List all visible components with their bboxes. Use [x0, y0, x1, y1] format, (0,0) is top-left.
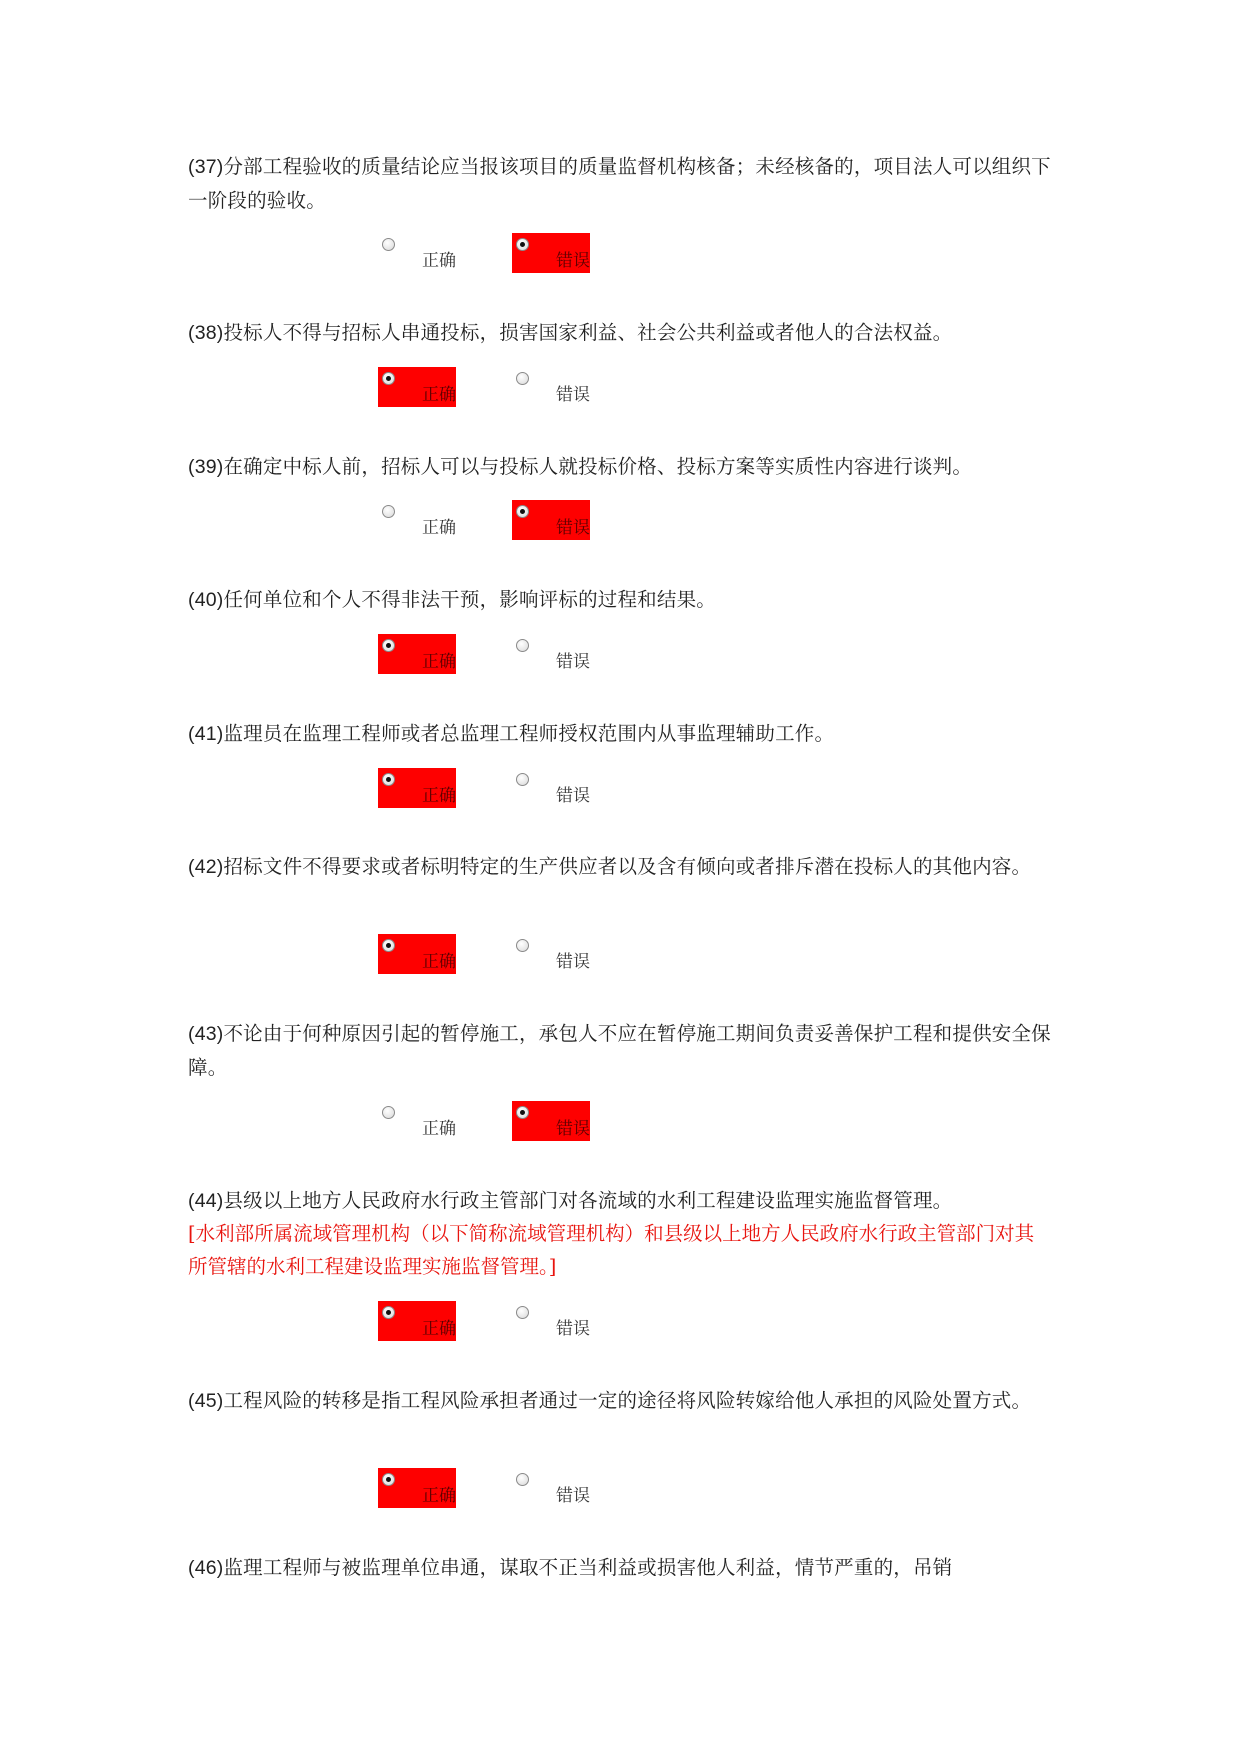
option-label: 错误: [556, 1486, 590, 1506]
question-number: (37): [188, 156, 224, 178]
question-number: (43): [188, 1023, 224, 1045]
radio-selected-icon[interactable]: [516, 238, 529, 251]
option-correct-37[interactable]: [378, 233, 456, 273]
option-label: 正确: [422, 518, 456, 538]
answer-options-44: [378, 1301, 778, 1341]
question-number: (44): [188, 1190, 224, 1212]
option-label: 错误: [556, 1319, 590, 1339]
option-wrong-41[interactable]: [512, 768, 590, 808]
option-label: 错误: [556, 952, 590, 972]
option-wrong-44[interactable]: [512, 1301, 590, 1341]
question-42: [188, 850, 1053, 884]
radio-selected-icon[interactable]: [382, 773, 395, 786]
answer-explanation-note: [水利部所属流域管理机构（以下简称流域管理机构）和县级以上地方人民政府水行政主管部门对其所管辖的水利工程建设监理实施监督管理。]: [188, 1222, 1035, 1278]
radio-icon[interactable]: [516, 639, 529, 652]
question-text: 分部工程验收的质量结论应当报该项目的质量监督机构核备；未经核备的，项目法人可以组织下一阶段的验收。: [188, 155, 1051, 212]
option-label: 错误: [556, 518, 590, 538]
option-correct-38[interactable]: [378, 367, 456, 407]
question-number: (42): [188, 856, 224, 878]
option-label: 错误: [556, 385, 590, 405]
option-label: 正确: [422, 786, 456, 806]
option-correct-43[interactable]: [378, 1101, 456, 1141]
option-wrong-43[interactable]: [512, 1101, 590, 1141]
answer-options-41: [378, 768, 778, 808]
question-number: (39): [188, 456, 224, 478]
radio-icon[interactable]: [516, 372, 529, 385]
question-41: [188, 717, 1053, 751]
question-text: 县级以上地方人民政府水行政主管部门对各流域的水利工程建设监理实施监督管理。: [223, 1189, 953, 1212]
answer-options-43: [378, 1101, 778, 1141]
radio-selected-icon[interactable]: [516, 505, 529, 518]
option-wrong-38[interactable]: [512, 367, 590, 407]
question-44: [188, 1184, 1053, 1218]
question-46: [188, 1551, 1053, 1585]
question-number: (46): [188, 1557, 224, 1579]
option-wrong-40[interactable]: [512, 634, 590, 674]
option-label: 错误: [556, 251, 590, 271]
option-label: 正确: [422, 652, 456, 672]
question-text: 监理员在监理工程师或者总监理工程师授权范围内从事监理辅助工作。: [223, 722, 835, 745]
option-wrong-37[interactable]: [512, 233, 590, 273]
radio-icon[interactable]: [516, 1473, 529, 1486]
radio-selected-icon[interactable]: [382, 639, 395, 652]
question-number: (38): [188, 322, 224, 344]
option-correct-44[interactable]: [378, 1301, 456, 1341]
option-wrong-39[interactable]: [512, 500, 590, 540]
question-number: (45): [188, 1390, 224, 1412]
radio-icon[interactable]: [516, 939, 529, 952]
question-text: 不论由于何种原因引起的暂停施工，承包人不应在暂停施工期间负责妥善保护工程和提供安全保障。: [188, 1022, 1051, 1079]
option-wrong-45[interactable]: [512, 1468, 590, 1508]
radio-icon[interactable]: [516, 773, 529, 786]
radio-icon[interactable]: [382, 238, 395, 251]
radio-icon[interactable]: [516, 1306, 529, 1319]
answer-options-39: [378, 500, 778, 540]
question-number: (41): [188, 723, 224, 745]
option-label: 正确: [422, 1119, 456, 1139]
radio-selected-icon[interactable]: [516, 1106, 529, 1119]
radio-icon[interactable]: [382, 505, 395, 518]
question-number: (40): [188, 589, 224, 611]
radio-selected-icon[interactable]: [382, 1306, 395, 1319]
option-correct-41[interactable]: [378, 768, 456, 808]
question-37: [188, 150, 1053, 217]
option-correct-45[interactable]: [378, 1468, 456, 1508]
answer-options-38: [378, 367, 778, 407]
question-text: 监理工程师与被监理单位串通，谋取不正当利益或损害他人利益，情节严重的，吊销: [223, 1556, 953, 1579]
option-wrong-42[interactable]: [512, 934, 590, 974]
question-text: 任何单位和个人不得非法干预，影响评标的过程和结果。: [223, 588, 716, 611]
answer-options-37: [378, 233, 778, 273]
question-38: [188, 316, 1053, 350]
option-label: 正确: [422, 1319, 456, 1339]
question-text: 投标人不得与招标人串通投标，损害国家利益、社会公共利益或者他人的合法权益。: [223, 321, 953, 344]
option-correct-39[interactable]: [378, 500, 456, 540]
question-text: 工程风险的转移是指工程风险承担者通过一定的途径将风险转嫁给他人承担的风险处置方式。: [223, 1389, 1032, 1412]
answer-options-40: [378, 634, 778, 674]
option-label: 正确: [422, 385, 456, 405]
option-correct-40[interactable]: [378, 634, 456, 674]
option-correct-42[interactable]: [378, 934, 456, 974]
radio-selected-icon[interactable]: [382, 1473, 395, 1486]
option-label: 错误: [556, 652, 590, 672]
answer-options-42: [378, 934, 778, 974]
question-text: 招标文件不得要求或者标明特定的生产供应者以及含有倾向或者排斥潜在投标人的其他内容。: [223, 855, 1032, 878]
question-40: [188, 583, 1053, 617]
option-label: 正确: [422, 251, 456, 271]
question-43: [188, 1017, 1053, 1084]
radio-selected-icon[interactable]: [382, 939, 395, 952]
option-label: 错误: [556, 786, 590, 806]
option-label: 正确: [422, 1486, 456, 1506]
radio-selected-icon[interactable]: [382, 372, 395, 385]
radio-icon[interactable]: [382, 1106, 395, 1119]
option-label: 错误: [556, 1119, 590, 1139]
question-text: 在确定中标人前，招标人可以与投标人就投标价格、投标方案等实质性内容进行谈判。: [223, 455, 973, 478]
option-label: 正确: [422, 952, 456, 972]
answer-options-45: [378, 1468, 778, 1508]
question-39: [188, 450, 1053, 484]
question-45: [188, 1384, 1053, 1418]
